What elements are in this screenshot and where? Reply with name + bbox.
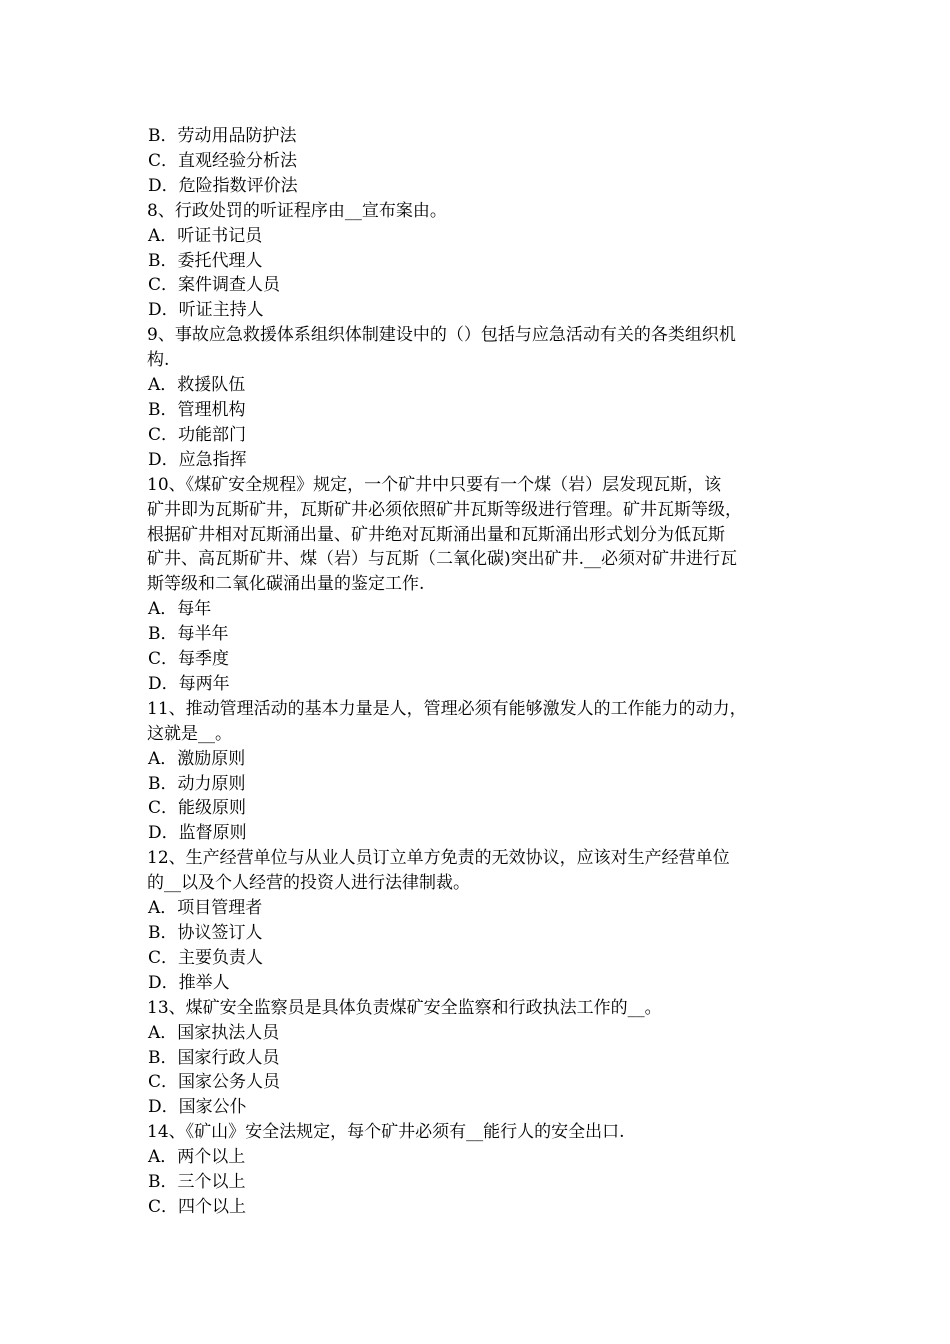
question-9 <box>147 323 827 472</box>
option-c: C．能级原则 <box>148 798 247 819</box>
question-text: 8、行政处罚的听证程序由__宣布案由。 <box>147 200 447 221</box>
option-c: C．主要负责人 <box>148 947 264 968</box>
option-b: B．动力原则 <box>148 773 246 794</box>
option-d: D．应急指挥 <box>148 449 247 470</box>
option-c: C．国家公务人员 <box>148 1072 281 1093</box>
question-text: 的__以及个人经营的投资人进行法律制裁。 <box>147 873 470 894</box>
option-b: B．委托代理人 <box>148 250 263 271</box>
question-text: 14、《矿山》安全法规定，每个矿井必须有__能行人的安全出口. <box>147 1122 625 1143</box>
option-b: B．每半年 <box>148 624 229 645</box>
question-11 <box>147 697 827 846</box>
option-b: B．三个以上 <box>148 1172 246 1193</box>
question-text: 11、推动管理活动的基本力量是人，管理必须有能够激发人的工作能力的动力， <box>147 698 747 719</box>
option-c: C．功能部门 <box>148 424 247 445</box>
option-a: A．项目管理者 <box>148 898 263 919</box>
option-b: B．劳动用品防护法 <box>148 126 297 146</box>
question-text: 构. <box>147 350 170 371</box>
option-c: C．直观经验分析法 <box>148 150 298 171</box>
option-d: D．听证主持人 <box>148 300 264 321</box>
option-b: B．管理机构 <box>148 399 246 420</box>
question-12 <box>147 846 827 995</box>
question-text: 矿井、高瓦斯矿井、煤（岩）与瓦斯（二氧化碳)突出矿井.__必须对矿井进行瓦 <box>147 549 738 570</box>
question-8 <box>147 199 827 324</box>
option-b: B．国家行政人员 <box>148 1047 280 1068</box>
option-a: A．国家执法人员 <box>148 1022 280 1043</box>
option-d: D．监督原则 <box>148 823 247 844</box>
question-14 <box>147 1120 827 1220</box>
option-d: D．推举人 <box>148 972 230 993</box>
option-d: D．危险指数评价法 <box>148 175 298 196</box>
option-b: B．协议签订人 <box>148 923 263 943</box>
option-a: A．每年 <box>148 599 212 620</box>
option-a: A．激励原则 <box>148 748 246 769</box>
option-c: C．四个以上 <box>148 1196 247 1217</box>
question-text: 这就是__。 <box>147 723 232 744</box>
option-a: A．救援队伍 <box>148 375 246 396</box>
question-text: 矿井即为瓦斯矿井，瓦斯矿井必须依照矿井瓦斯等级进行管理。矿井瓦斯等级， <box>147 499 742 520</box>
question-text: 13、煤矿安全监察员是具体负责煤矿安全监察和行政执法工作的__。 <box>147 997 662 1018</box>
question-text: 9、事故应急救援体系组织体制建设中的（）包括与应急活动有关的各类组织机 <box>147 325 736 346</box>
question-13 <box>147 996 827 1121</box>
option-c: C．案件调查人员 <box>148 275 281 296</box>
question-text: 根据矿井相对瓦斯涌出量、矿井绝对瓦斯涌出量和瓦斯涌出形式划分为低瓦斯 <box>147 524 725 545</box>
question-text: 12、生产经营单位与从业人员订立单方免责的无效协议，应该对生产经营单位 <box>147 848 730 869</box>
option-a: A．听证书记员 <box>148 225 263 246</box>
question-text: 斯等级和二氧化碳涌出量的鉴定工作. <box>147 574 425 595</box>
question-text: 10、《煤矿安全规程》规定，一个矿井中只要有一个煤（岩）层发现瓦斯，该 <box>147 474 722 495</box>
option-d: D．国家公仆 <box>148 1097 247 1118</box>
option-a: A．两个以上 <box>148 1147 246 1168</box>
option-c: C．每季度 <box>148 649 230 670</box>
question-10 <box>147 473 827 697</box>
option-d: D．每两年 <box>148 673 230 694</box>
document-page <box>147 124 827 1220</box>
